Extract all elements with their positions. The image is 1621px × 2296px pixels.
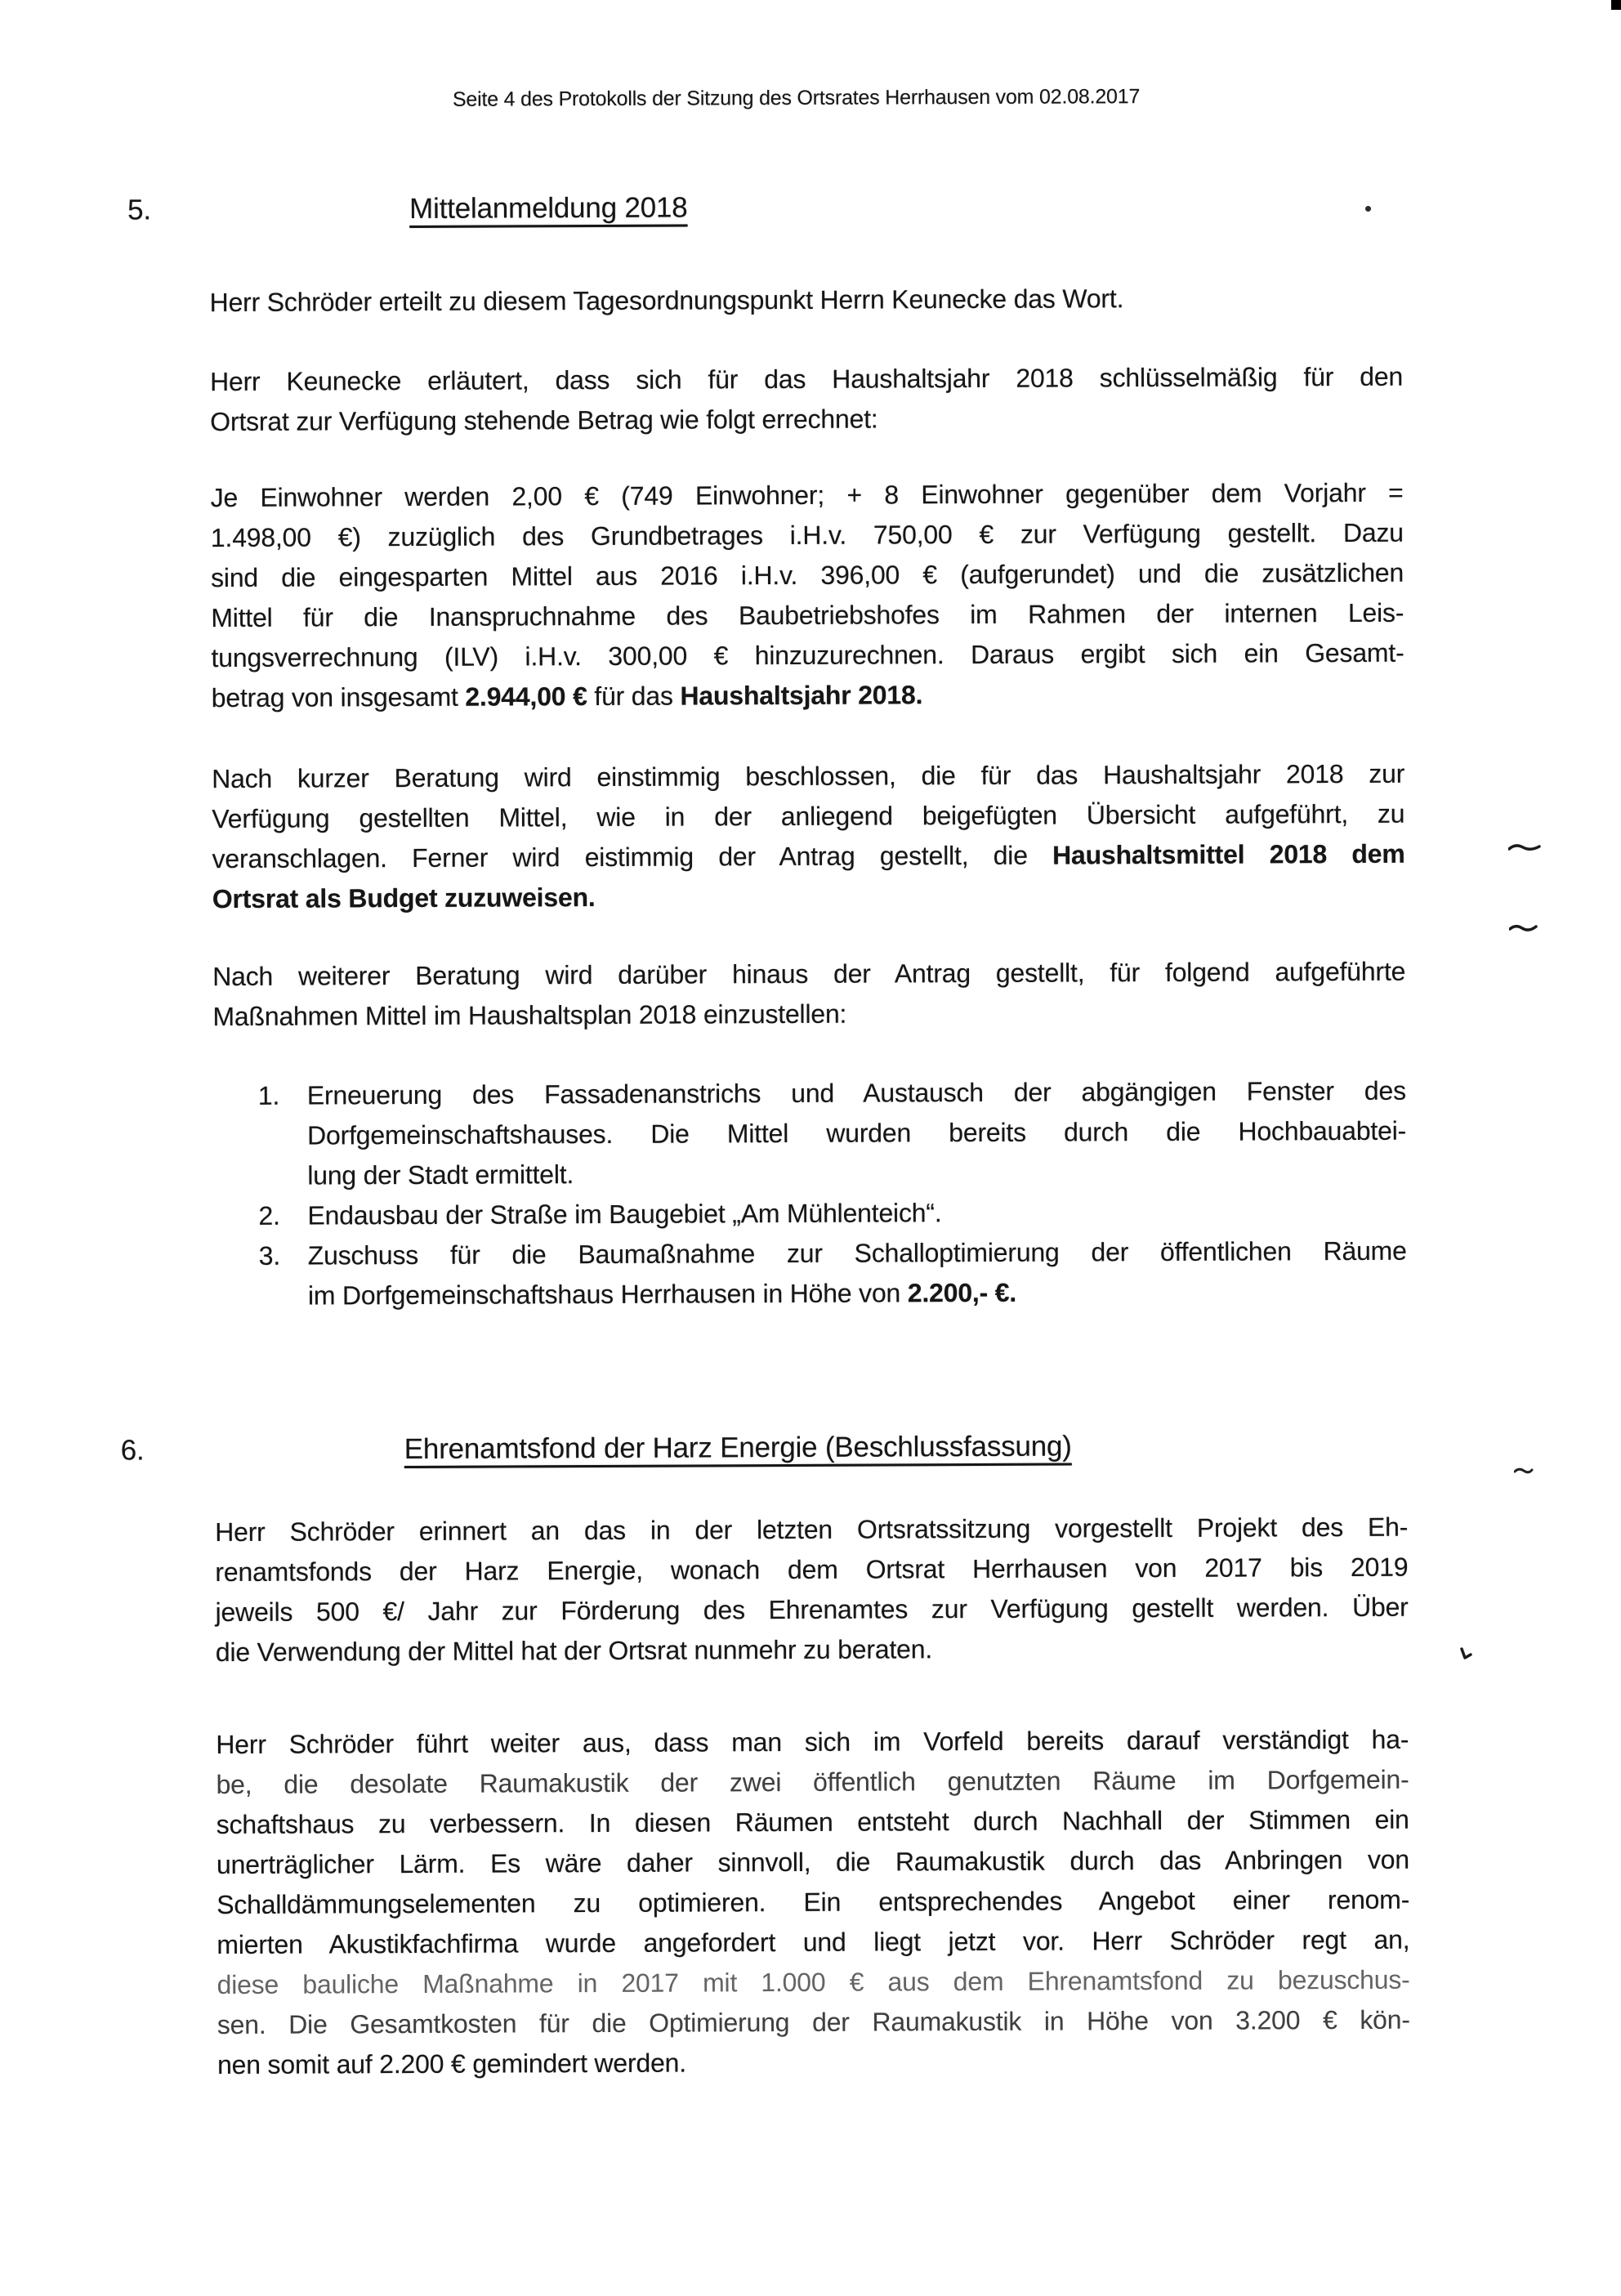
list-item	[213, 1071, 1407, 1196]
text-segment: nen somit auf 2.200 € gemindert werden.	[217, 2048, 686, 2080]
scan-artifact-tilde-dash-icon	[1509, 922, 1538, 937]
section-heading	[7, 1427, 1621, 1470]
text-segment: veranschlagen. Ferner wird eistimmig der Antrag gestellt, die	[212, 840, 1053, 874]
text-line	[217, 1880, 1409, 1925]
text-line	[212, 834, 1404, 879]
text-line	[307, 1191, 1406, 1236]
bold-text: Haushaltsjahr 2018.	[680, 680, 923, 711]
text-segment: Nach weiterer Beratung wird darüber hinaus der Antrag gestellt, für folgend aufgeführte	[212, 956, 1406, 992]
text-line	[212, 794, 1404, 839]
text-segment: schaftshaus zu verbessern. In diesen Räumen entsteht durch Nachhall der Stimmen ein	[216, 1804, 1409, 1840]
scan-artifact-corner-square	[1611, 0, 1621, 10]
bold-text: Haushaltsmittel 2018 dem	[1052, 838, 1405, 870]
text-line	[211, 553, 1404, 598]
paragraph	[210, 357, 1403, 442]
text-segment: Herr Keunecke erläutert, dass sich für das Haushaltsjahr 2018 schlüsselmäßig für den	[209, 361, 1404, 397]
measure-list	[213, 1071, 1407, 1316]
text-line	[216, 1720, 1409, 1765]
text-line	[210, 278, 1403, 323]
scan-artifact-tilde-dash-icon	[1508, 842, 1541, 857]
text-segment: jeweils 500 €/ Jahr zur Förderung des Ehrenamtes zur Verfügung gestellt werden. Über	[215, 1592, 1409, 1628]
text-line	[217, 1800, 1409, 1845]
text-line	[210, 357, 1403, 402]
text-line	[211, 473, 1404, 518]
text-line	[211, 633, 1404, 678]
bold-text: 2.944,00 €	[465, 681, 587, 712]
text-segment: Je Einwohner werden 2,00 € (749 Einwohner; + 8 Einwohner gegenüber dem Vorjahr =	[210, 477, 1404, 513]
list-item-number: 1.	[257, 1080, 280, 1110]
text-line	[215, 1548, 1408, 1592]
text-segment: Dorfgemeinschaftshauses. Die Mittel wurden bereits durch die Hochbauabtei-	[306, 1115, 1407, 1150]
text-segment: Endausbau der Straße im Baugebiet „Am Mühlenteich“.	[307, 1198, 942, 1231]
text-line	[307, 1111, 1406, 1156]
text-line	[217, 2040, 1410, 2085]
text-line	[211, 593, 1404, 638]
text-line	[307, 1151, 1406, 1196]
text-line	[215, 1588, 1408, 1633]
text-line	[212, 952, 1405, 997]
text-segment: im Dorfgemeinschaftshaus Herrhausen in Höhe von	[307, 1278, 908, 1311]
text-line	[211, 513, 1404, 558]
text-segment: für das	[587, 681, 681, 712]
text-line	[212, 874, 1405, 919]
text-segment: sen. Die Gesamtkosten für die Optimierung der Raumakustik in Höhe von 3.200 € kön-	[217, 2004, 1410, 2040]
scan-artifact-check-stroke-icon	[1459, 1646, 1474, 1666]
section-number: 5.	[127, 194, 151, 226]
text-line	[217, 1920, 1409, 1965]
bold-text: Ortsrat als Budget zuzuweisen.	[212, 882, 596, 914]
paragraph	[216, 1720, 1410, 2085]
text-line	[212, 673, 1404, 718]
text-line	[212, 992, 1405, 1037]
text-segment: tungsverrechnung (ILV) i.H.v. 300,00 € hinzuzurechnen. Daraus ergibt sich ein Gesamt-	[211, 637, 1404, 673]
text-segment: betrag von insgesamt	[211, 681, 466, 713]
paragraph	[212, 952, 1405, 1037]
text-segment: Maßnahmen Mittel im Haushaltsplan 2018 einzustellen:	[212, 998, 847, 1032]
section-title: Mittelanmeldung 2018	[409, 191, 688, 226]
section-title: Ehrenamtsfond der Harz Energie (Beschlussfassung)	[404, 1430, 1072, 1466]
list-item	[213, 1191, 1406, 1236]
text-segment: be, die desolate Raumakustik der zwei öffentlich genutzten Räume im Dorfgemein-	[216, 1764, 1409, 1800]
text-line	[308, 1231, 1407, 1276]
text-segment: Herr Schröder erteilt zu diesem Tagesordnungspunkt Herrn Keunecke das Wort.	[209, 284, 1124, 318]
paragraph	[210, 278, 1403, 323]
section-heading	[1, 186, 1621, 230]
text-line	[216, 1760, 1409, 1805]
text-line	[212, 754, 1404, 799]
text-segment: diese bauliche Maßnahme in 2017 mit 1.000 € aus dem Ehrenamtsfond zu bezuschus-	[217, 1964, 1410, 2000]
text-segment: Ortsrat zur Verfügung stehende Betrag wie folgt errechnet:	[210, 404, 878, 437]
text-line	[217, 1840, 1409, 1885]
scan-artifact-tilde-dash-icon	[1514, 1465, 1534, 1480]
text-segment: unerträglicher Lärm. Es wäre daher sinnvoll, die Raumakustik durch das Anbringen von	[216, 1844, 1410, 1880]
paragraph	[211, 473, 1404, 718]
text-segment: die Verwendung der Mittel hat der Ortsrat nunmehr zu beraten.	[215, 1634, 933, 1668]
paragraph	[212, 754, 1405, 919]
text-segment: lung der Stadt ermittelt.	[307, 1159, 574, 1190]
text-segment: Herr Schröder führt weiter aus, dass man sich im Vorfeld bereits darauf verständigt ha-	[216, 1724, 1409, 1760]
text-line	[307, 1071, 1406, 1116]
bold-text: 2.200,- €.	[907, 1277, 1017, 1308]
text-segment: mierten Akustikfachfirma wurde angefordert und liegt jetzt vor. Herr Schröder regt an,	[217, 1924, 1410, 1960]
text-line	[215, 1508, 1408, 1552]
text-segment: Schalldämmungselementen zu optimieren. Ein entsprechendes Angebot einer renom-	[217, 1884, 1410, 1920]
text-segment: sind die eingesparten Mittel aus 2016 i.H.v. 396,00 € (aufgerundet) und die zusätzlichen	[210, 557, 1404, 593]
text-segment: Herr Schröder erinnert an das in der letzten Ortsratssitzung vorgestellt Projekt des Eh-	[215, 1512, 1409, 1548]
list-item	[214, 1231, 1407, 1316]
text-line	[210, 397, 1403, 442]
text-segment: Mittel für die Inanspruchnahme des Baubetriebshofes im Rahmen der internen Leis-	[211, 597, 1404, 633]
text-segment: Nach kurzer Beratung wird einstimmig beschlossen, die für das Haushaltsjahr 2018 zur	[212, 758, 1405, 794]
page-header: Seite 4 des Protokolls der Sitzung des Ortsrates Herrhausen vom 02.08.2017	[452, 85, 1141, 111]
list-item-number: 3.	[258, 1240, 281, 1271]
text-segment: 1.498,00 €) zuzüglich des Grundbetrages i.H.v. 750,00 € zur Verfügung gestellt. Dazu	[210, 517, 1404, 553]
text-segment: Erneuerung des Fassadenanstrichs und Austausch der abgängigen Fenster des	[306, 1075, 1406, 1110]
text-segment: renamtsfonds der Harz Energie, wonach dem Ortsrat Herrhausen von 2017 bis 2019	[215, 1552, 1409, 1588]
text-segment: Zuschuss für die Baumaßnahme zur Schalloptimierung der öffentlichen Räume	[307, 1235, 1407, 1271]
paragraph	[215, 1508, 1409, 1673]
list-item-number: 2.	[258, 1200, 280, 1231]
section-number: 6.	[120, 1434, 145, 1467]
text-line	[217, 2000, 1410, 2045]
scan-artifact-ink-dot	[1365, 206, 1371, 212]
text-segment: Verfügung gestellten Mittel, wie in der anliegend beigefügten Übersicht aufgeführt, zu	[212, 798, 1405, 834]
text-line	[308, 1271, 1407, 1316]
text-line	[216, 1628, 1409, 1673]
text-line	[217, 1960, 1409, 2005]
